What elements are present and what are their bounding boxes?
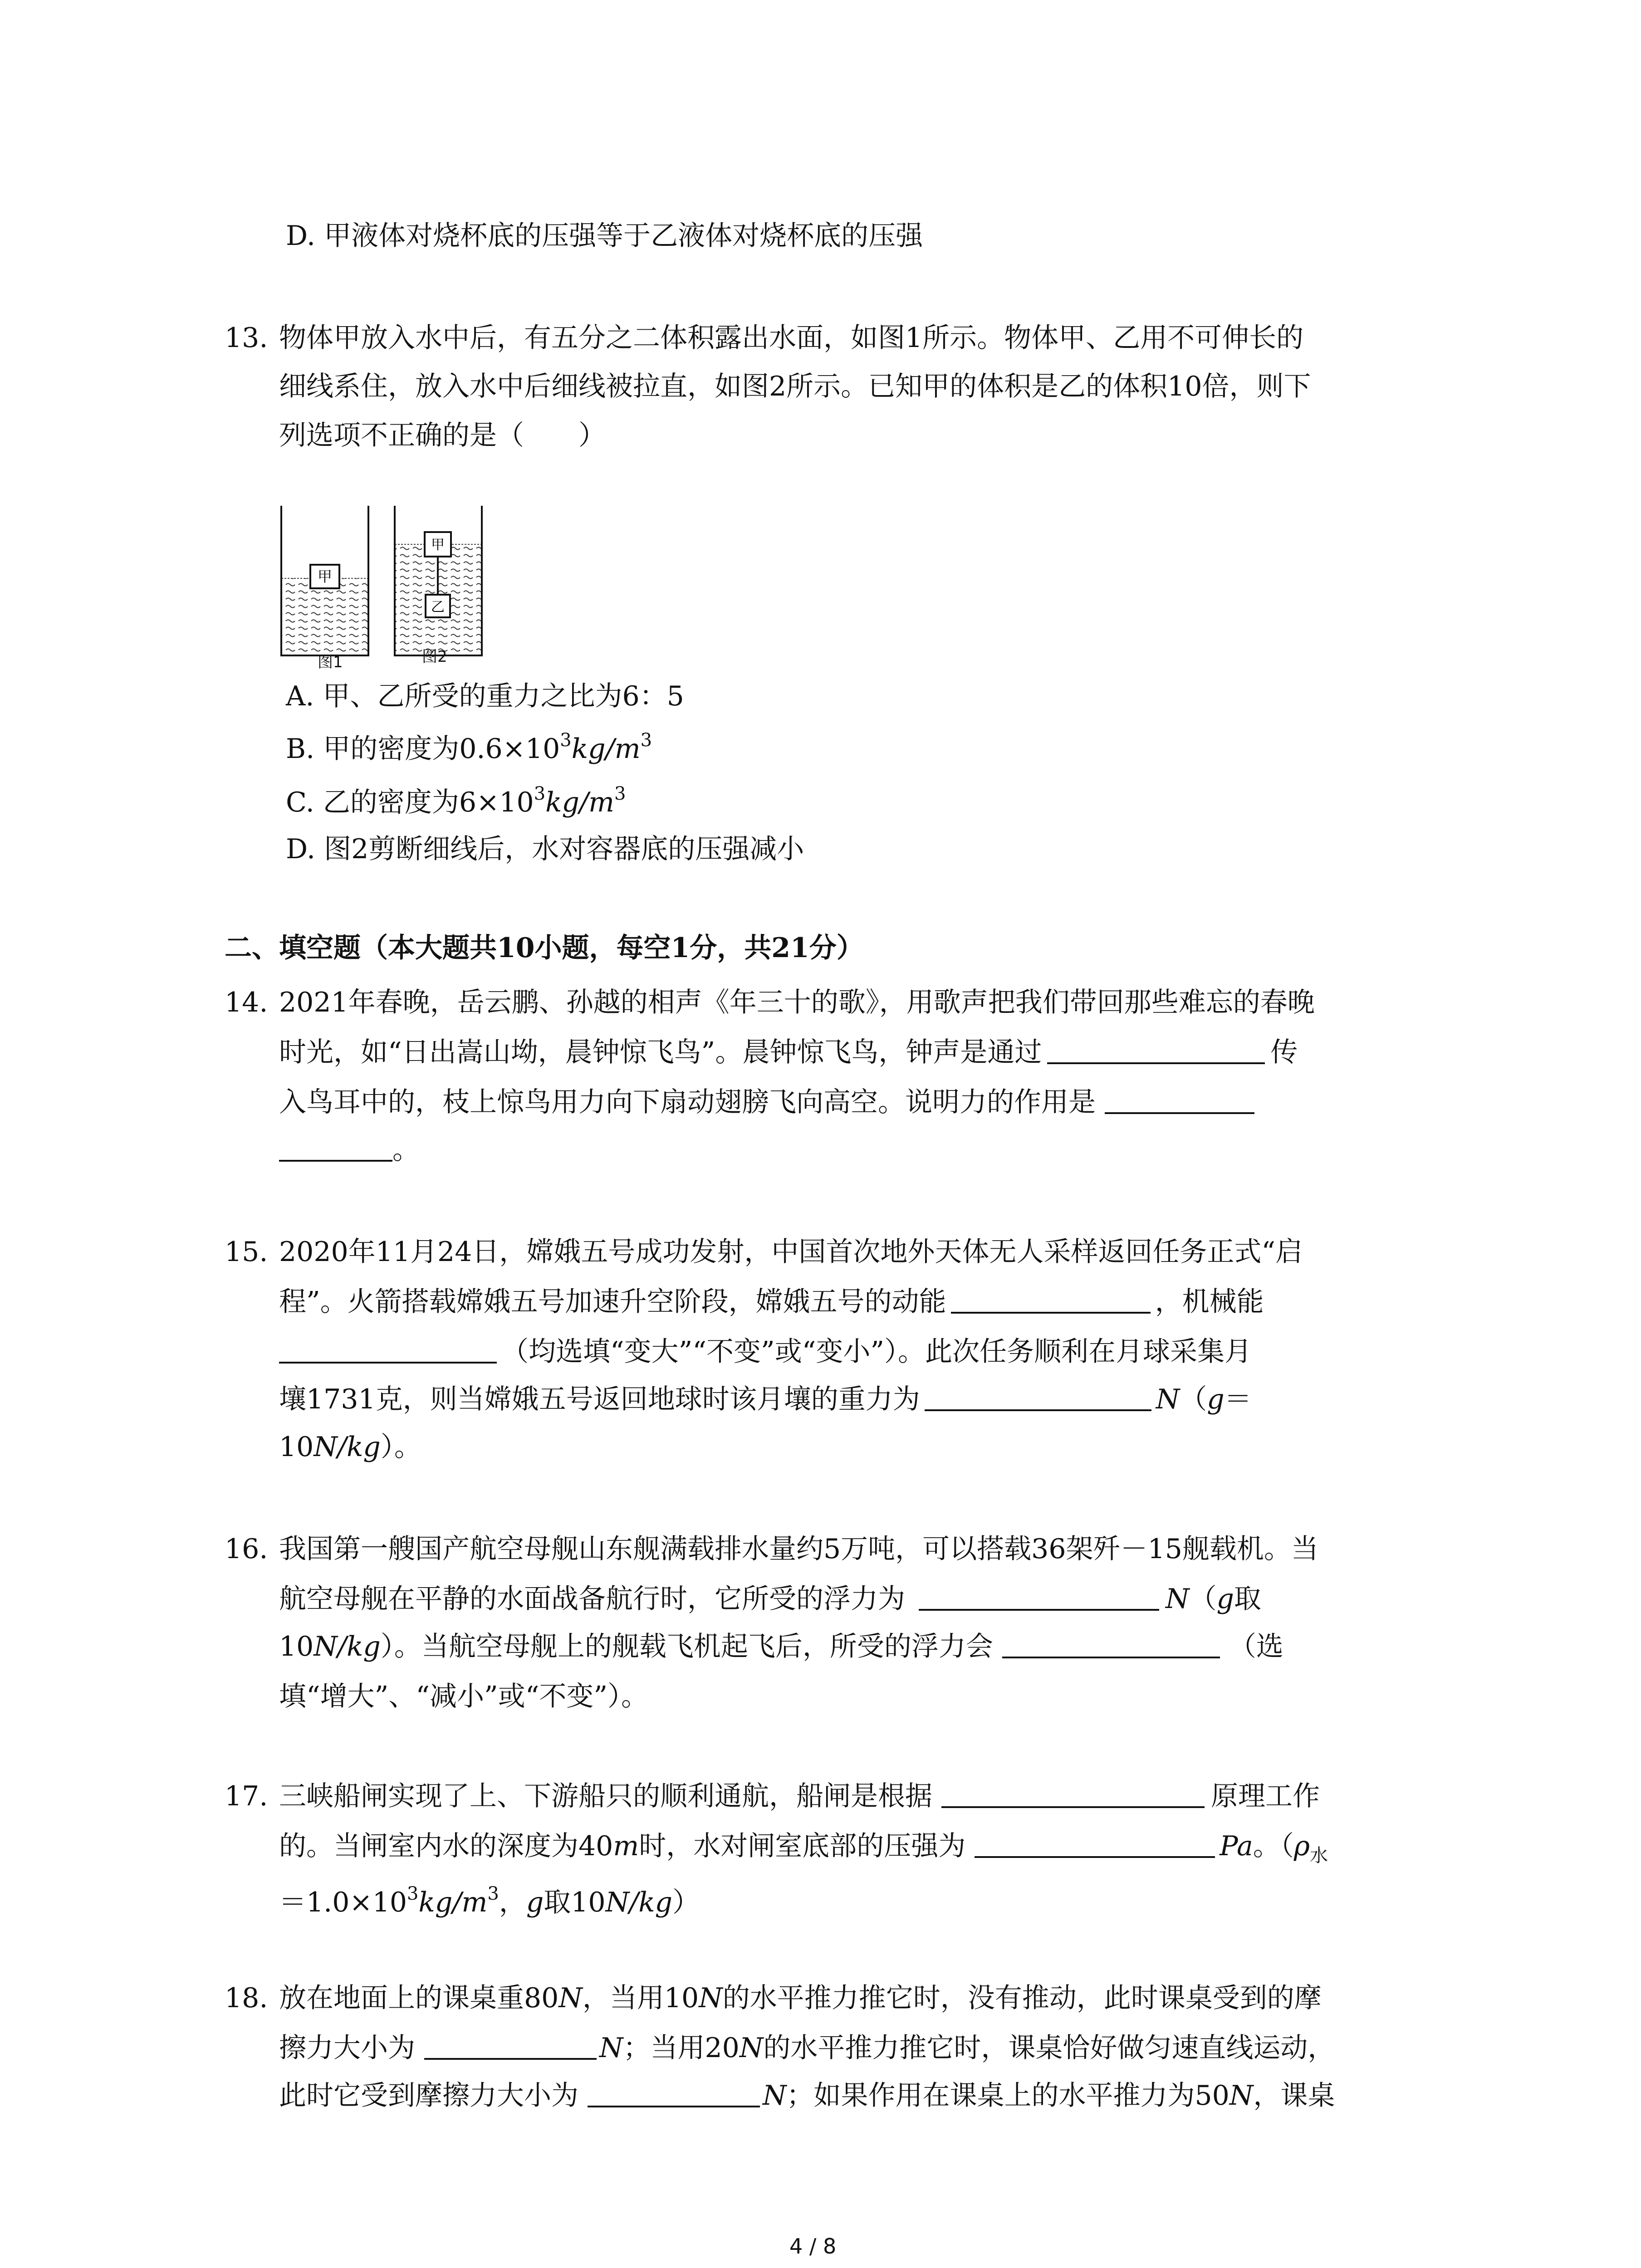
q18-blank-1[interactable] — [424, 2058, 597, 2060]
q14-line3: 入鸟耳中的，枝上惊鸟用力向下扇动翅膀飞向高空。说明力的作用是 — [279, 1089, 1254, 1116]
q14-line2: 时光，如“日出嵩山坳，晨钟惊飞鸟”。晨钟惊飞鸟，钟声是通过 传 — [279, 1036, 1298, 1068]
q15-number: 15. — [225, 1236, 268, 1268]
q17-number: 17. — [225, 1780, 268, 1812]
q14-blank-2a[interactable] — [1105, 1112, 1254, 1114]
fig1-caption: 图1 — [318, 653, 343, 671]
q13-option-b: B. 甲的密度为$0.6\times 10^3kg/m^3$ — [286, 730, 652, 765]
q13-option-c: C. 乙的密度为$6\times 10^3kg/m^3$ — [286, 783, 626, 818]
q15-blank-2[interactable] — [279, 1361, 497, 1364]
q13-stem-line1: 物体甲放入水中后，有五分之二体积露出水面，如图1所示。物体甲、乙用不可伸长的 — [279, 322, 1304, 354]
q13-option-a: A. 甲、乙所受的重力之比为6：5 — [286, 680, 684, 712]
section-heading-fill-in: 二、填空题（本大题共10小题，每空1分，共21分） — [225, 932, 864, 964]
q15-blank-1[interactable] — [951, 1311, 1151, 1314]
q16-line1: 我国第一艘国产航空母舰山东舰满载排水量约5万吨，可以搭载36架歼－15舰载机。当 — [279, 1533, 1318, 1565]
q17-blank-1[interactable] — [941, 1806, 1205, 1808]
q17-line3: $=1.0\times 10^3kg/m^3$，g取10N/kg） — [279, 1883, 700, 1918]
q14-line4: 。 — [279, 1136, 420, 1163]
q17-blank-2[interactable] — [975, 1856, 1215, 1858]
q15-line3: （均选填“变大”“不变”或“变小”）。此次任务顺利在月球采集月 — [279, 1338, 1252, 1365]
q13-stem-line2: 细线系住，放入水中后细线被拉直，如图2所示。已知甲的体积是乙的体积10倍，则下 — [279, 371, 1311, 402]
q14-line1: 2021年春晚，岳云鹏、孙越的相声《年三十的歌》，用歌声把我们带回那些难忘的春晚 — [279, 987, 1315, 1018]
q16-line3: 10N/kg）。当航空母舰上的舰载飞机起飞后，所受的浮力会 （选 — [279, 1631, 1283, 1662]
q14-number: 14. — [225, 987, 268, 1018]
q16-line2: 航空母舰在平静的水面战备航行时，它所受的浮力为 N（g取 — [279, 1583, 1261, 1615]
q15-line5: 10N/kg）。 — [279, 1431, 421, 1463]
q14-blank-1[interactable] — [1047, 1062, 1265, 1064]
container-1 — [281, 506, 368, 655]
block-yi-fig2-label: 乙 — [431, 599, 445, 615]
container-2 — [395, 506, 482, 655]
q15-line2: 程”。火箭搭载嫦娥五号加速升空阶段，嫦娥五号的动能 ，机械能 — [279, 1286, 1264, 1318]
q15-blank-3[interactable] — [925, 1409, 1151, 1411]
q13-number: 13. — [225, 322, 268, 354]
q17-line1: 三峡船闸实现了上、下游船只的顺利通航，船闸是根据 原理工作 — [279, 1780, 1320, 1812]
q18-line1: 放在地面上的课桌重80N，当用10N的水平推力推它时，没有推动，此时课桌受到的摩 — [279, 1982, 1322, 2014]
block-jia-fig1-label: 甲 — [317, 568, 333, 585]
q16-number: 16. — [225, 1533, 268, 1565]
q16-blank-1[interactable] — [919, 1608, 1159, 1611]
q16-blank-2[interactable] — [1002, 1656, 1220, 1658]
q13-stem-line3: 列选项不正确的是（ ） — [279, 420, 606, 451]
page-number: 4 / 8 — [789, 2234, 837, 2258]
q18-blank-2[interactable] — [588, 2105, 760, 2107]
q18-line2: 擦力大小为 N；当用20N的水平推力推它时，课桌恰好做匀速直线运动， — [279, 2032, 1335, 2064]
q16-line4: 填“增大”、“减小”或“不变”）。 — [279, 1681, 649, 1712]
q15-line4: 壤1731克，则当嫦娥五号返回地球时该月壤的重力为 N（g＝ — [279, 1383, 1252, 1415]
q18-number: 18. — [225, 1982, 268, 2014]
fig2-caption: 图2 — [422, 648, 447, 666]
q14-blank-2b[interactable] — [279, 1159, 392, 1162]
q13-option-d: D. 图2剪断细线后，水对容器底的压强减小 — [286, 833, 804, 865]
q15-line1: 2020年11月24日，嫦娥五号成功发射，中国首次地外天体无人采样返回任务正式“启 — [279, 1236, 1303, 1268]
block-jia-fig2-label: 甲 — [431, 537, 445, 553]
q18-line3: 此时它受到摩擦力大小为 N；如果作用在课桌上的水平推力为50N，课桌 — [279, 2080, 1335, 2112]
q17-line2: 的。当闸室内水的深度为40m时，水对闸室底部的压强为 Pa。（$\rho_水$ — [279, 1830, 1328, 1866]
q12-option-d: D. 甲液体对烧杯底的压强等于乙液体对烧杯底的压强 — [286, 220, 923, 252]
q13-figure — [272, 501, 499, 683]
